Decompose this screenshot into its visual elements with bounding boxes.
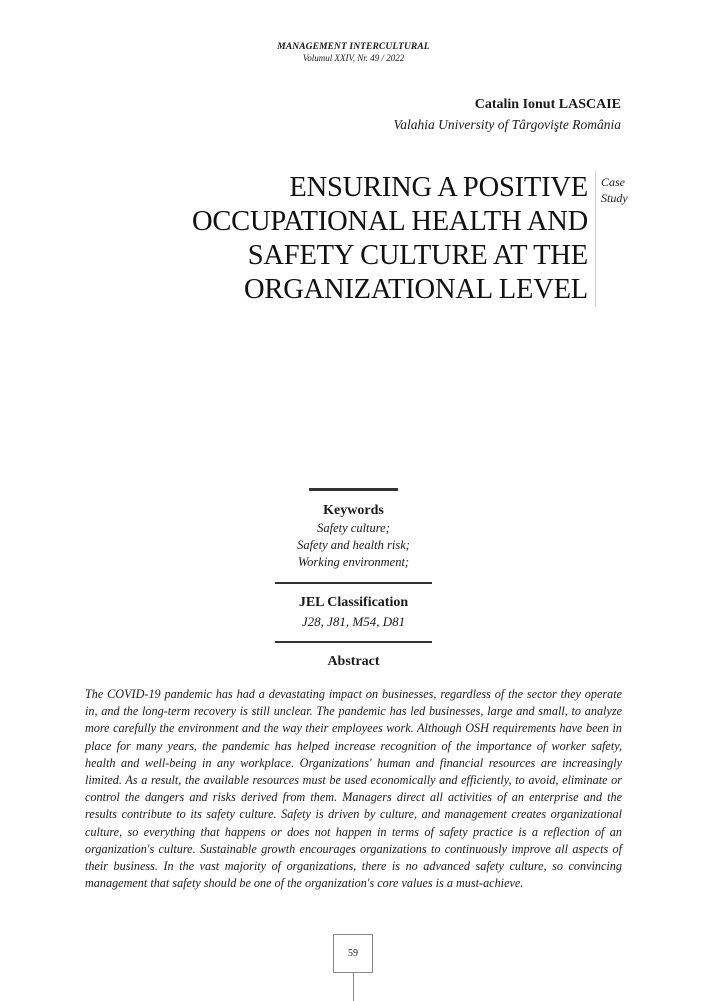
jel-rule xyxy=(275,582,432,584)
abstract-heading: Abstract xyxy=(327,654,380,669)
jel-heading: JEL Classification xyxy=(298,595,409,610)
keyword-item: Working environment; xyxy=(297,555,410,569)
title-line: SAFETY CULTURE AT THE xyxy=(247,240,588,271)
title-divider xyxy=(595,171,596,307)
article-type-line: Study xyxy=(601,191,628,205)
keyword-item: Safety culture; xyxy=(317,521,390,535)
author-block xyxy=(394,95,621,135)
title-line: OCCUPATIONAL HEALTH AND xyxy=(191,206,588,237)
journal-name: MANAGEMENT INTERCULTURAL xyxy=(277,42,430,52)
keyword-item: Safety and health risk; xyxy=(297,538,410,552)
title-line: ORGANIZATIONAL LEVEL xyxy=(244,274,588,305)
journal-header xyxy=(0,42,707,64)
page-number: 59 xyxy=(348,948,358,959)
page-number-tail xyxy=(353,973,354,1001)
article-type-line: Case xyxy=(601,175,625,189)
keywords-rule xyxy=(309,488,398,491)
abstract-text: The COVID-19 pandemic has had a devastating impact on businesses, regardless of the sector they operate in, and the long-term recovery is still unclear. The pandemic has led businesses, large and small, to analyze more carefully the environment and the way their employees work. Although OSH requirements have been in place for many years, the pandemic has helped increase recognition of the importance of worker safety, health and well-being in any workplace. Organizations' human and financial resources are increasingly limited. As a result, the available resources must be used economically and efficiently, to avoid, eliminate or control the dangers and risks derived from them. Managers direct all activities of an enterprise and the results contribute to its safety culture. Safety is driven by culture, and management creates organizational culture, so everything that happens or does not happen in terms of safety practice is a reflection of an organization's culture. Sustainable growth encourages organizations to continuously improve all aspects of their business. In the vast majority of organizations, there is no advanced safety culture, so convincing management that safety should be one of the organization's core values is a must-achieve. xyxy=(85,687,622,891)
keywords-heading: Keywords xyxy=(323,503,384,518)
article-type xyxy=(601,174,628,206)
author-affiliation: Valahia University of Târgovişte România xyxy=(393,117,621,132)
title-line: ENSURING A POSITIVE xyxy=(289,172,588,203)
jel-codes: J28, J81, M54, D81 xyxy=(301,614,406,629)
article-title xyxy=(120,171,588,307)
abstract-rule xyxy=(275,641,432,643)
journal-volume: Volumul XXIV, Nr. 49 / 2022 xyxy=(302,53,405,63)
page-number-box xyxy=(333,934,373,973)
author-name: Catalin Ionut LASCAIE xyxy=(474,97,621,112)
